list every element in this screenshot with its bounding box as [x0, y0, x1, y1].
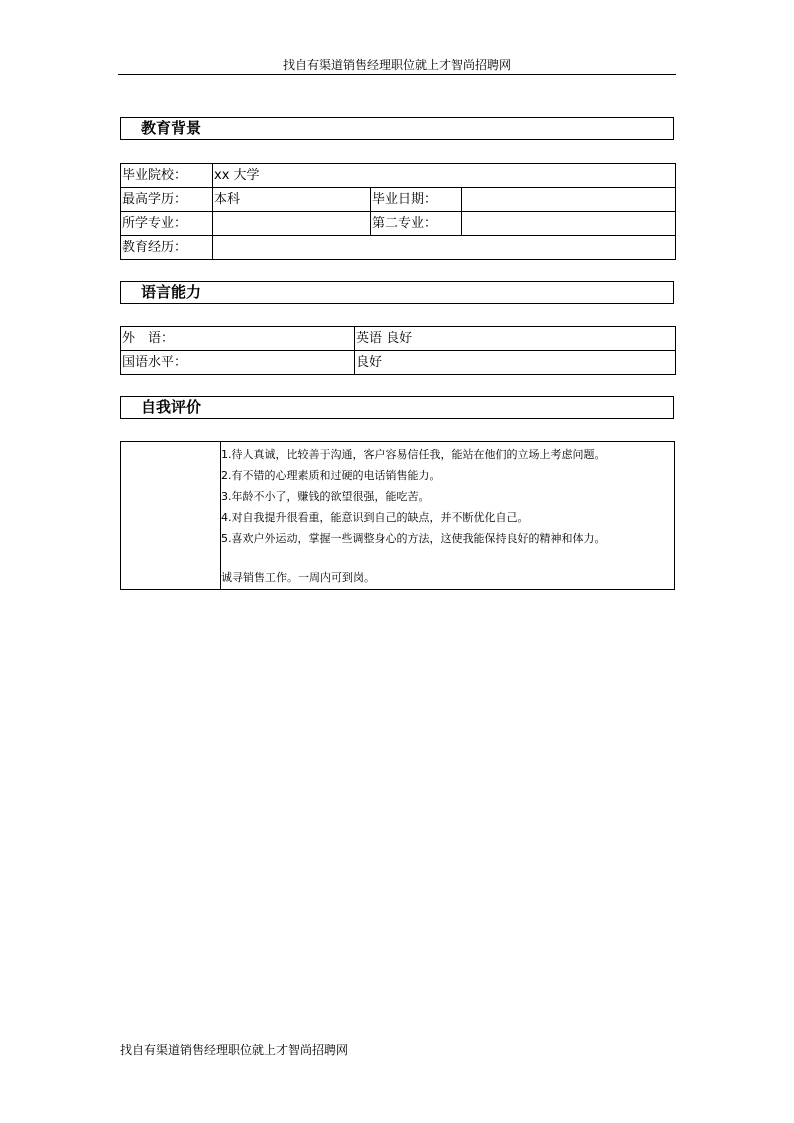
second-major-label: 第二专业：: [371, 212, 462, 236]
table-row: [121, 188, 676, 212]
table-row: [121, 351, 676, 375]
education-section-title: 教育背景: [120, 117, 674, 140]
self-evaluation-label-cell: [121, 442, 221, 589]
second-major-value: [462, 212, 676, 236]
degree-label: 最高学历：: [121, 188, 213, 212]
major-value: [213, 212, 371, 236]
self-evaluation-section-title: 自我评价: [120, 396, 674, 419]
foreign-language-value: 英语 良好: [355, 327, 676, 351]
self-evaluation-box: [120, 441, 675, 590]
self-evaluation-list: [221, 444, 672, 549]
graduation-date-value: [462, 188, 676, 212]
header-divider: [118, 74, 676, 75]
page-header-title: 找自有渠道销售经理职位就上才智尚招聘网: [282, 58, 511, 72]
education-table: [120, 163, 676, 260]
graduation-date-label: 毕业日期：: [371, 188, 462, 212]
list-item: 3.年龄不小了，赚钱的欲望很强，能吃苦。: [221, 490, 430, 503]
table-row: [121, 212, 676, 236]
table-row: [121, 236, 676, 260]
page-footer-text: 找自有渠道销售经理职位就上才智尚招聘网: [120, 1043, 349, 1057]
list-item: 2.有不错的心理素质和过硬的电话销售能力。: [221, 469, 441, 482]
education-history-value: [213, 236, 676, 260]
language-section-title: 语言能力: [120, 281, 674, 304]
job-seeking-statement: 诚寻销售工作。一周内可到岗。: [221, 571, 375, 584]
mandarin-level-label: 国语水平：: [121, 351, 355, 375]
degree-value: 本科: [213, 188, 371, 212]
list-item: 4.对自我提升很看重，能意识到自己的缺点，并不断优化自己。: [221, 511, 529, 524]
list-item: 5.喜欢户外运动，掌握一些调整身心的方法，这使我能保持良好的精神和体力。: [221, 532, 606, 545]
school-value: xx 大学: [213, 164, 676, 188]
table-row: [121, 164, 676, 188]
language-table: [120, 326, 676, 375]
foreign-language-label: 外 语：: [121, 327, 355, 351]
table-row: [121, 327, 676, 351]
list-item: 1.待人真诚，比较善于沟通，客户容易信任我，能站在他们的立场上考虑问题。: [221, 448, 606, 461]
mandarin-level-value: 良好: [355, 351, 676, 375]
education-history-label: 教育经历：: [121, 236, 213, 260]
school-label: 毕业院校：: [121, 164, 213, 188]
major-label: 所学专业：: [121, 212, 213, 236]
